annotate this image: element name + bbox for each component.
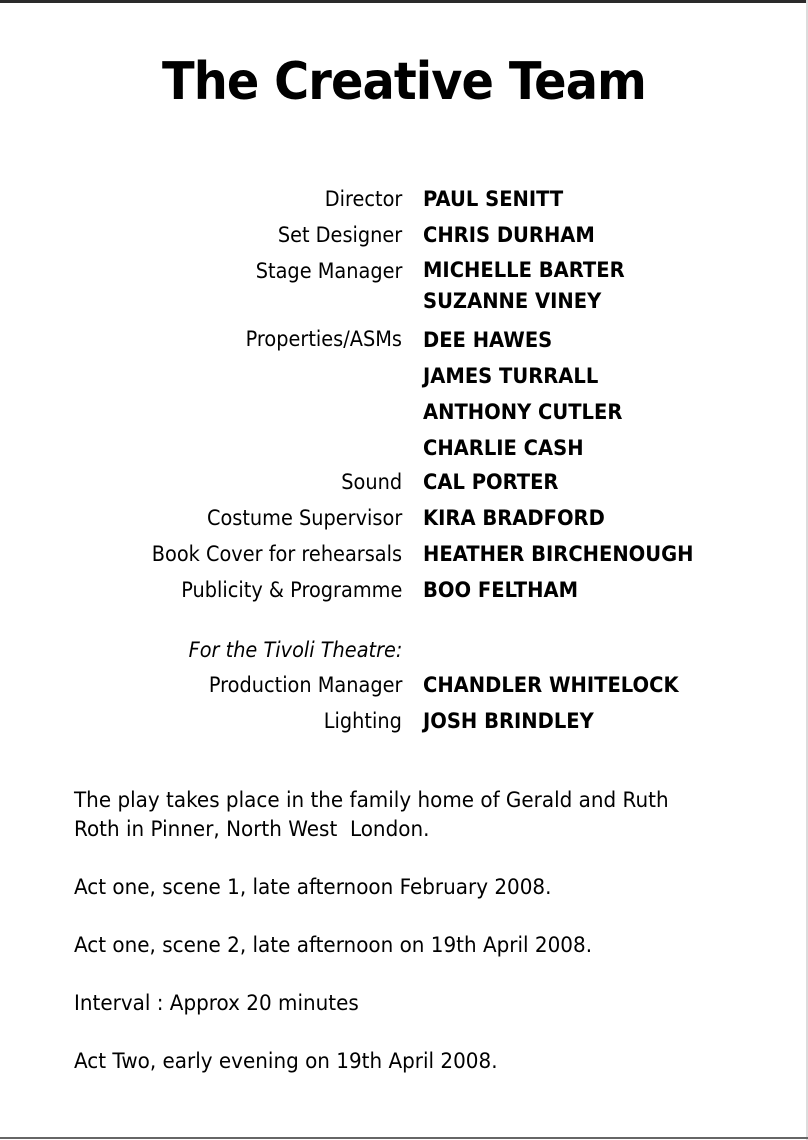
top-border <box>0 0 808 3</box>
credit-row-director <box>0 187 808 219</box>
credit-name: HEATHER BIRCHENOUGH <box>423 542 694 566</box>
credit-row-set-designer <box>0 223 808 255</box>
credit-name: KIRA BRADFORD <box>423 506 605 530</box>
credit-name: JOSH BRINDLEY <box>423 709 594 733</box>
credit-role: Stage Manager <box>255 259 402 283</box>
play-notes <box>74 786 774 1076</box>
credit-name: DEE HAWES <box>423 328 553 352</box>
credit-role: Lighting <box>323 709 402 733</box>
credit-row-costume-supervisor <box>0 506 808 538</box>
credit-role: Properties/ASMs <box>245 327 402 351</box>
credit-row-production-manager <box>0 673 808 705</box>
credit-row-book-cover <box>0 542 808 574</box>
credit-row-stage-manager <box>0 258 808 313</box>
credit-name: SUZANNE VINEY <box>423 289 602 313</box>
credit-row-sound <box>0 470 808 502</box>
credit-row-lighting <box>0 709 808 741</box>
act1-scene1-note: Act one, scene 1, late afternoon February 2008. <box>74 875 552 899</box>
credit-name: CAL PORTER <box>423 470 559 494</box>
act1-scene2-note: Act one, scene 2, late afternoon on 19th April 2008. <box>74 933 593 957</box>
act2-note: Act Two, early evening on 19th April 2008. <box>74 1049 498 1073</box>
credit-row-publicity <box>0 578 808 610</box>
credit-role: Set Designer <box>277 223 402 247</box>
credit-name: JAMES TURRALL <box>423 364 599 388</box>
setting-note-line: The play takes place in the family home of Gerald and Ruth <box>74 788 669 812</box>
credit-role: Sound <box>341 470 402 494</box>
interval-note: Interval : Approx 20 minutes <box>74 991 359 1015</box>
venue-heading: For the Tivoli Theatre: <box>188 638 402 662</box>
credit-name: ANTHONY CUTLER <box>423 400 623 424</box>
credit-name: BOO FELTHAM <box>423 578 579 602</box>
credit-role: Director <box>324 187 402 211</box>
credit-role: Production Manager <box>208 673 402 697</box>
credit-row-properties-asms <box>0 327 808 460</box>
credit-name: CHRIS DURHAM <box>423 223 595 247</box>
credit-name: CHARLIE CASH <box>423 436 584 460</box>
credit-role: Book Cover for rehearsals <box>151 542 402 566</box>
setting-note-line: Roth in Pinner, North West London. <box>74 817 430 841</box>
bottom-border <box>0 1137 808 1139</box>
page-title: The Creative Team <box>161 52 647 112</box>
credit-name: MICHELLE BARTER <box>423 258 625 282</box>
credit-role: Publicity & Programme <box>180 578 402 602</box>
venue-heading-row <box>0 638 808 670</box>
credit-name: CHANDLER WHITELOCK <box>423 673 679 697</box>
credit-name: PAUL SENITT <box>423 187 564 211</box>
credit-role: Costume Supervisor <box>206 506 402 530</box>
